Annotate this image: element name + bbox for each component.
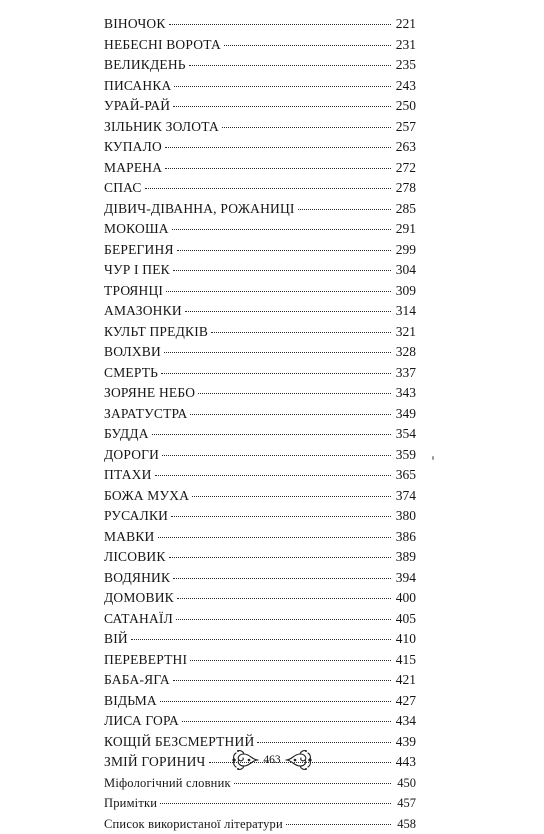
dot-leader	[161, 373, 391, 374]
dot-leader	[155, 475, 391, 476]
toc-entry-title: ПЕРЕВЕРТНІ	[104, 650, 187, 671]
toc-entry[interactable]	[104, 14, 416, 35]
toc-entry-page: 343	[394, 383, 416, 404]
toc-entry-title: ВЕЛИКДЕНЬ	[104, 55, 186, 76]
toc-entry-title: УРАЙ-РАЙ	[104, 96, 170, 117]
toc-entry[interactable]	[104, 240, 416, 261]
toc-entry[interactable]	[104, 96, 416, 117]
toc-entry-title: ВІДЬМА	[104, 691, 157, 712]
dot-leader	[222, 127, 391, 128]
toc-entry-title: БУДДА	[104, 424, 149, 445]
toc-entry-page: 291	[394, 219, 416, 240]
dot-leader	[162, 455, 391, 456]
toc-entry-title: ВОЛХВИ	[104, 342, 161, 363]
toc-entry-title: ПИСАНКА	[104, 76, 171, 97]
toc-entry[interactable]	[104, 629, 416, 650]
toc-entry-title: Примітки	[104, 793, 157, 814]
dot-leader	[165, 147, 391, 148]
print-speck	[432, 456, 434, 460]
toc-entry[interactable]	[104, 609, 416, 630]
dot-leader	[257, 742, 391, 743]
toc-entry-title: РУСАЛКИ	[104, 506, 168, 527]
dot-leader	[190, 414, 391, 415]
dot-leader	[177, 598, 391, 599]
toc-entry-page: 263	[394, 137, 416, 158]
toc-entry-title: Список використаної літератури	[104, 814, 283, 834]
toc-entry-title: ЗІЛЬНИК ЗОЛОТА	[104, 117, 219, 138]
toc-entry-title: ЛИСА ГОРА	[104, 711, 179, 732]
toc-entry[interactable]	[104, 281, 416, 302]
toc-entry-page: 278	[394, 178, 416, 199]
toc-entry-page: 243	[394, 76, 416, 97]
dot-leader	[165, 168, 391, 169]
toc-entry[interactable]	[104, 342, 416, 363]
toc-entry-title: СПАС	[104, 178, 142, 199]
toc-entry-page: 321	[394, 322, 416, 343]
toc-entry[interactable]	[104, 527, 416, 548]
toc-entry-page: 421	[394, 670, 416, 691]
dot-leader	[173, 680, 391, 681]
toc-entry[interactable]	[104, 137, 416, 158]
toc-entry-title: СМЕРТЬ	[104, 363, 158, 384]
dot-leader	[298, 209, 391, 210]
dot-leader	[198, 393, 391, 394]
page-number: 463	[263, 747, 280, 773]
toc-entry-title: ЛІСОВИК	[104, 547, 166, 568]
toc-entry-page: 457	[394, 793, 416, 814]
toc-entry-page: 434	[394, 711, 416, 732]
dot-leader	[189, 65, 391, 66]
toc-entry[interactable]	[104, 814, 416, 834]
toc-entry-page: 314	[394, 301, 416, 322]
toc-entry-title: КОЩІЙ БЕЗСМЕРТНИЙ	[104, 732, 254, 753]
floral-ornament-right-icon	[284, 747, 314, 773]
toc-entry[interactable]	[104, 547, 416, 568]
toc-entry-title: ЗОРЯНЕ НЕБО	[104, 383, 195, 404]
toc-entry-page: 328	[394, 342, 416, 363]
page-footer	[222, 746, 322, 774]
toc-entry-title: ДІВИЧ-ДІВАННА, РОЖАНИЦІ	[104, 199, 295, 220]
toc-entry[interactable]	[104, 178, 416, 199]
toc-entry-title: ЗМІЙ ГОРИНИЧ	[104, 752, 206, 773]
dot-leader	[176, 619, 391, 620]
dot-leader	[174, 86, 391, 87]
toc-entry[interactable]	[104, 322, 416, 343]
toc-entry-page: 349	[394, 404, 416, 425]
toc-entry-page: 359	[394, 445, 416, 466]
toc-entry-title: ВІНОЧОК	[104, 14, 166, 35]
toc-entry[interactable]	[104, 404, 416, 425]
toc-entry-page: 354	[394, 424, 416, 445]
toc-entry-title: НЕБЕСНІ ВОРОТА	[104, 35, 221, 56]
dot-leader	[185, 311, 391, 312]
dot-leader	[234, 783, 391, 784]
toc-entry[interactable]	[104, 158, 416, 179]
toc-entry-page: 439	[394, 732, 416, 753]
toc-entry-page: 394	[394, 568, 416, 589]
dot-leader	[158, 537, 391, 538]
dot-leader	[224, 45, 391, 46]
toc-entry-page: 250	[394, 96, 416, 117]
dot-leader	[145, 188, 391, 189]
toc-entry[interactable]	[104, 773, 416, 794]
toc-entry-page: 386	[394, 527, 416, 548]
toc-entry-page: 410	[394, 629, 416, 650]
toc-entry[interactable]	[104, 486, 416, 507]
toc-entry[interactable]	[104, 363, 416, 384]
toc-entry-page: 374	[394, 486, 416, 507]
toc-entry[interactable]	[104, 219, 416, 240]
toc-entry[interactable]	[104, 691, 416, 712]
dot-leader	[173, 270, 391, 271]
toc-entry-page: 231	[394, 35, 416, 56]
toc-entry[interactable]	[104, 117, 416, 138]
toc-entry-title: ЧУР І ПЕК	[104, 260, 170, 281]
toc-entry[interactable]	[104, 588, 416, 609]
toc-entry-title: ДОМОВИК	[104, 588, 174, 609]
toc-entry-page: 337	[394, 363, 416, 384]
toc-entry[interactable]	[104, 711, 416, 732]
toc-entry-title: МАВКИ	[104, 527, 155, 548]
dot-leader	[131, 639, 391, 640]
dot-leader	[177, 250, 391, 251]
toc-entry[interactable]	[104, 301, 416, 322]
toc-entry-title: Міфологічний словник	[104, 773, 231, 794]
dot-leader	[164, 352, 391, 353]
dot-leader	[190, 660, 391, 661]
toc-entry-title: ЗАРАТУСТРА	[104, 404, 187, 425]
dot-leader	[286, 824, 391, 825]
toc-entry[interactable]	[104, 650, 416, 671]
toc-entry[interactable]	[104, 670, 416, 691]
toc-entry-title: ПТАХИ	[104, 465, 152, 486]
toc-entry-page: 272	[394, 158, 416, 179]
floral-ornament-left-icon	[230, 747, 260, 773]
toc-entry-page: 380	[394, 506, 416, 527]
toc-entry-title: КУЛЬТ ПРЕДКІВ	[104, 322, 208, 343]
toc-entry[interactable]	[104, 55, 416, 76]
toc-entry[interactable]	[104, 506, 416, 527]
dot-leader	[166, 291, 391, 292]
toc-entry-title: ВІЙ	[104, 629, 128, 650]
dot-leader	[160, 701, 391, 702]
toc-entry-title: БОЖА МУХА	[104, 486, 189, 507]
toc-entry[interactable]	[104, 35, 416, 56]
toc-entry-page: 235	[394, 55, 416, 76]
toc-entry-title: БАБА-ЯГА	[104, 670, 170, 691]
toc-entry-title: ВОДЯНИК	[104, 568, 170, 589]
toc-entry-page: 257	[394, 117, 416, 138]
dot-leader	[172, 229, 391, 230]
toc-entry-title: КУПАЛО	[104, 137, 162, 158]
toc-entry-page: 365	[394, 465, 416, 486]
toc-entry-title: ДОРОГИ	[104, 445, 159, 466]
toc-entry-page: 285	[394, 199, 416, 220]
toc-entry[interactable]	[104, 445, 416, 466]
dot-leader	[152, 434, 391, 435]
dot-leader	[211, 332, 391, 333]
toc-entry[interactable]	[104, 76, 416, 97]
dot-leader	[173, 106, 391, 107]
toc-entry-title: МАРЕНА	[104, 158, 162, 179]
toc-entry-page: 405	[394, 609, 416, 630]
toc-entry-page: 389	[394, 547, 416, 568]
toc-entry-page: 427	[394, 691, 416, 712]
toc-entry[interactable]	[104, 199, 416, 220]
toc-entry-title: САТАНАЇЛ	[104, 609, 173, 630]
toc-entry[interactable]	[104, 465, 416, 486]
toc-entry-page: 450	[394, 773, 416, 794]
toc-entry-page: 304	[394, 260, 416, 281]
toc-entry[interactable]	[104, 424, 416, 445]
toc-entry-page: 458	[394, 814, 416, 834]
toc-entry[interactable]	[104, 383, 416, 404]
dot-leader	[160, 803, 391, 804]
table-of-contents	[104, 14, 416, 834]
toc-entry-title: ТРОЯНЦІ	[104, 281, 163, 302]
toc-entry-page: 309	[394, 281, 416, 302]
toc-entry[interactable]	[104, 260, 416, 281]
toc-entry-page: 221	[394, 14, 416, 35]
toc-entry-title: АМАЗОНКИ	[104, 301, 182, 322]
toc-entry[interactable]	[104, 793, 416, 814]
toc-entry-title: МОКОША	[104, 219, 169, 240]
dot-leader	[192, 496, 391, 497]
toc-entry-page: 443	[394, 752, 416, 773]
dot-leader	[173, 578, 391, 579]
dot-leader	[169, 557, 391, 558]
toc-entry-page: 299	[394, 240, 416, 261]
dot-leader	[182, 721, 391, 722]
toc-entry-page: 415	[394, 650, 416, 671]
toc-entry-page: 400	[394, 588, 416, 609]
dot-leader	[171, 516, 391, 517]
toc-entry[interactable]	[104, 568, 416, 589]
toc-entry-title: БЕРЕГИНЯ	[104, 240, 174, 261]
dot-leader	[169, 24, 391, 25]
